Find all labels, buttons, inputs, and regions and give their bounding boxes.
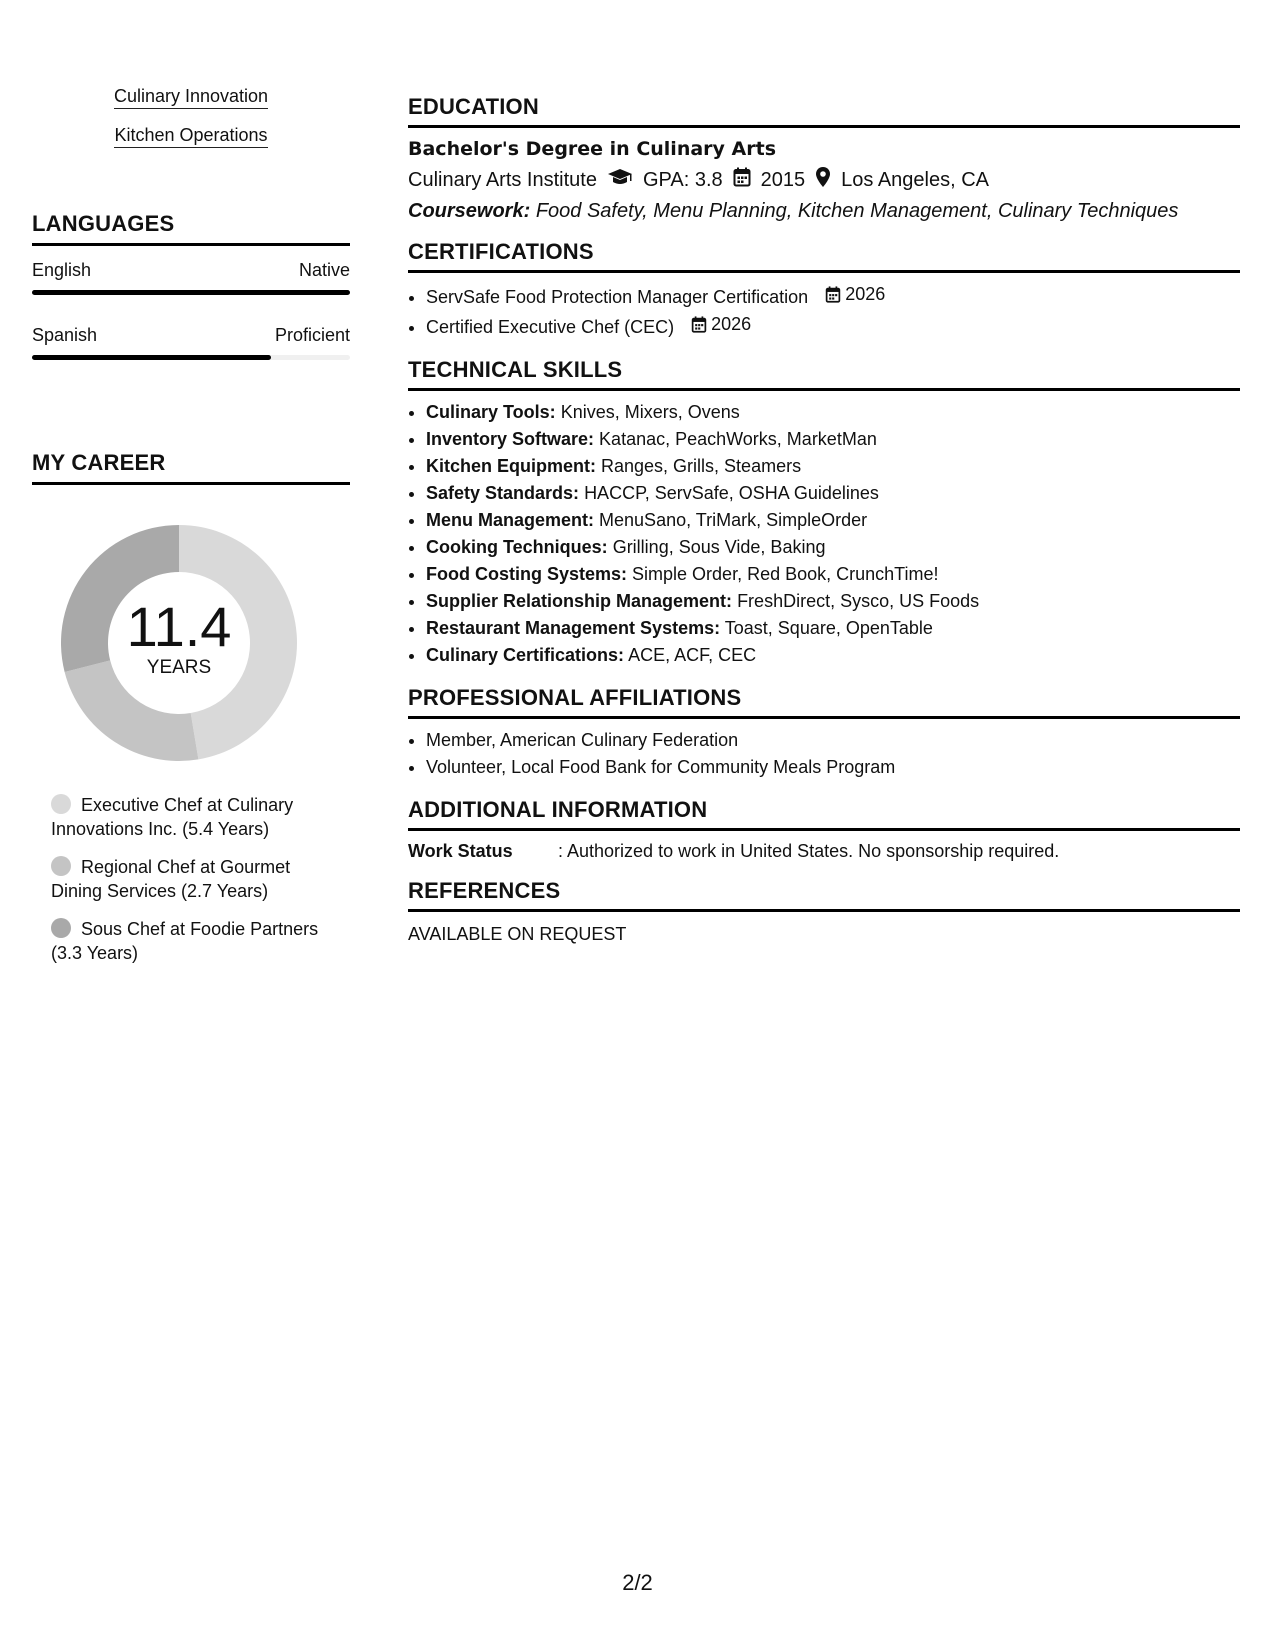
list-item [426,281,1240,311]
language-item [32,260,350,295]
technical-skills-list [408,399,1240,669]
degree-title: Bachelor's Degree in Culinary Arts [408,138,777,160]
languages-title: LANGUAGES [32,211,350,246]
language-bar-fill [32,290,350,295]
certifications-section [408,239,1240,341]
additional-info-section [408,797,1240,862]
affiliations-section [408,685,1240,781]
skill-label: Food Costing Systems: [426,564,628,584]
legend-item [51,793,321,841]
gpa: GPA: 3.8 [642,168,723,191]
list-item [426,507,1240,534]
list-item [426,615,1240,642]
work-status-label: Work Status [408,841,513,861]
career-donut-chart [55,519,303,767]
skill-value: MenuSano, TriMark, SimpleOrder [599,510,868,530]
certification-year: 2026 [845,284,886,304]
list-item: • Member, American Culinary Federation [426,727,1240,754]
language-item [32,325,350,360]
list-item [426,453,1240,480]
skill-value: Grilling, Sous Vide, Baking [612,537,826,557]
skill-label: Cooking Techniques: [426,537,608,557]
skill-label: Supplier Relationship Management: [426,591,733,611]
certifications-list [408,281,1240,341]
skill-tag-label: Kitchen Operations [114,125,267,148]
career-unit: YEARS [146,657,212,678]
certification-name: ServSafe Food Protection Manager Certification [426,287,809,307]
right-column [408,94,1240,961]
list-item: • Volunteer, Local Food Bank for Community Meals Program [426,754,1240,781]
list-item [426,480,1240,507]
technical-skills-title: TECHNICAL SKILLS [408,357,1240,391]
skill-value: FreshDirect, Sysco, US Foods [737,591,980,611]
affiliations-title: PROFESSIONAL AFFILIATIONS [408,685,1240,719]
career-title: MY CAREER [32,450,350,485]
graduation-cap-icon [607,167,633,193]
coursework-list: Food Safety, Menu Planning, Kitchen Management, Culinary Techniques [535,200,1179,222]
skill-value: Simple Order, Red Book, CrunchTime! [632,564,939,584]
skill-tag-label: Culinary Innovation [114,86,268,109]
school-location: Los Angeles, CA [841,168,990,191]
language-bar [32,355,350,360]
legend-label: Sous Chef at Foodie Partners (3.3 Years) [51,919,319,963]
references-title: REFERENCES [408,878,1240,912]
list-item [426,588,1240,615]
additional-info-title: ADDITIONAL INFORMATION [408,797,1240,831]
references-text: AVAILABLE ON REQUEST [408,924,627,944]
skill-value: HACCP, ServSafe, OSHA Guidelines [584,483,879,503]
language-bar [32,290,350,295]
skill-label: Culinary Tools: [426,402,556,422]
skill-value: Toast, Square, OpenTable [724,618,933,638]
language-bar-fill [32,355,271,360]
graduation-year: 2015 [760,168,806,191]
legend-dot [51,856,71,876]
skill-tag [32,86,350,107]
legend-label: Regional Chef at Gourmet Dining Services (2.7 Years) [51,857,291,901]
work-status-value: : Authorized to work in United States. No sponsorship required. [558,841,1060,861]
calendar-icon [691,316,707,333]
list-item [426,561,1240,588]
legend-label: Executive Chef at Culinary Innovations Inc. (5.4 Years) [51,795,294,839]
legend-dot [51,918,71,938]
technical-skills-section [408,357,1240,669]
certifications-title: CERTIFICATIONS [408,239,1240,273]
skill-label: Menu Management: [426,510,595,530]
calendar-icon [733,167,751,193]
donut-center [55,519,303,767]
language-level: Native [298,260,350,280]
career-legend [32,793,350,965]
coursework-label: Coursework: [408,200,531,222]
list-item [426,311,1240,341]
coursework [408,200,1240,223]
location-pin-icon [815,166,831,194]
certification-year: 2026 [711,314,752,334]
references-section [408,878,1240,945]
skill-tag [32,125,350,146]
skill-label: Kitchen Equipment: [426,456,596,476]
career-total-years: 11.4 [126,595,232,658]
affiliations-list [408,727,1240,781]
list-item [426,642,1240,669]
career-section [32,450,350,979]
language-name: Spanish [32,325,98,345]
legend-dot [51,794,71,814]
skill-value: Knives, Mixers, Ovens [560,402,740,422]
legend-item [51,917,321,965]
skill-label: Safety Standards: [426,483,580,503]
skill-value: ACE, ACF, CEC [628,645,757,665]
certification-name: Certified Executive Chef (CEC) [426,317,675,337]
education-details [408,166,1240,194]
work-status-row [408,841,1240,862]
page-number: 2/2 [622,1570,653,1595]
list-item [426,399,1240,426]
skill-label: Inventory Software: [426,429,595,449]
skill-value: Ranges, Grills, Steamers [601,456,802,476]
language-name: English [32,260,92,280]
list-item [426,426,1240,453]
calendar-icon [825,286,841,303]
legend-item [51,855,321,903]
language-level: Proficient [274,325,350,345]
education-section [408,94,1240,223]
education-title: EDUCATION [408,94,1240,128]
languages-section [32,211,350,360]
skill-label: Culinary Certifications: [426,645,625,665]
school-name: Culinary Arts Institute [408,168,597,191]
skill-label: Restaurant Management Systems: [426,618,721,638]
skill-tags [32,86,350,164]
skill-value: Katanac, PeachWorks, MarketMan [599,429,877,449]
list-item [426,534,1240,561]
